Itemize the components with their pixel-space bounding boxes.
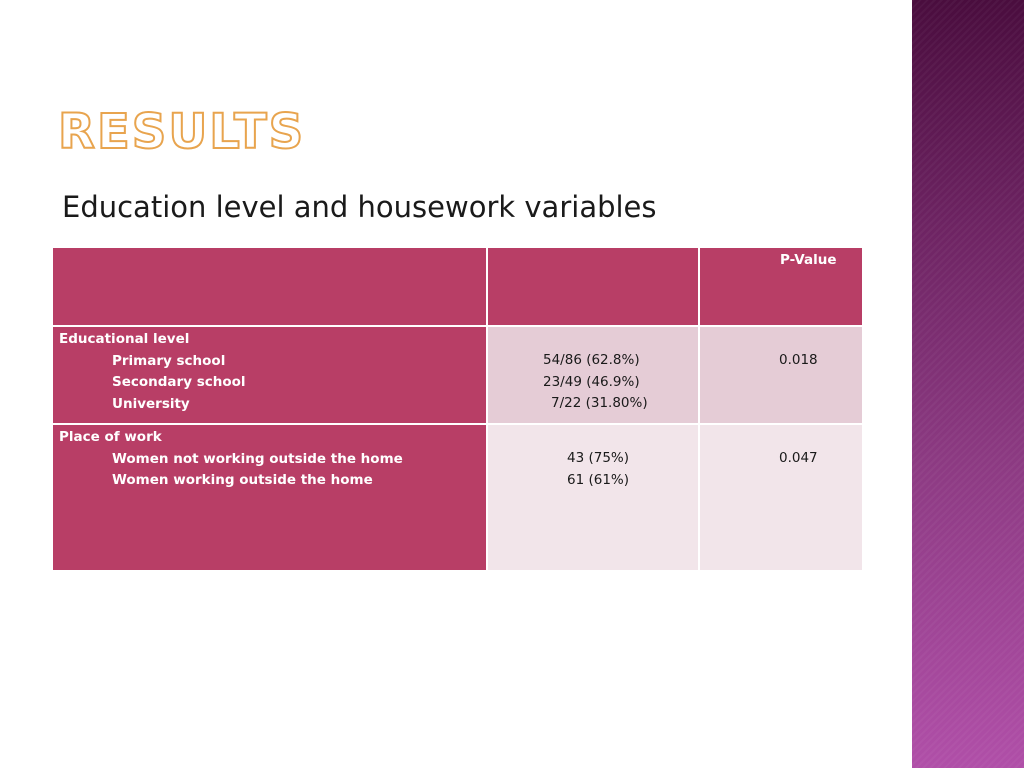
value-cell	[487, 326, 699, 424]
header-cell-p-value: P-Value	[699, 247, 863, 326]
p-value-cell	[699, 326, 863, 424]
p-value-text: 0.018	[779, 352, 818, 368]
variable-label-cell	[52, 424, 487, 571]
decorative-side-band	[912, 0, 1024, 768]
table-row	[52, 326, 863, 424]
results-table	[51, 246, 864, 572]
p-value-cell	[699, 424, 863, 571]
p-value-text: 0.047	[779, 450, 818, 466]
slide-subtitle: Education level and housework variables	[62, 190, 657, 224]
category-label: Women working outside the home	[112, 472, 373, 488]
value-text: 61 (61%)	[567, 471, 630, 488]
value-text: 43 (75%)	[567, 450, 630, 466]
table-row	[52, 424, 863, 571]
value-text: 23/49 (46.9%)	[543, 373, 640, 390]
value-cell	[487, 424, 699, 571]
value-text: 54/86 (62.8%)	[543, 352, 640, 368]
category-label: Primary school	[112, 352, 226, 369]
category-label: Women not working outside the home	[112, 450, 403, 467]
category-label: University	[112, 395, 190, 412]
slide-title: RESULTS	[58, 104, 306, 160]
group-label: Educational level	[59, 331, 190, 347]
category-label: Secondary school	[112, 374, 246, 390]
value-text: 7/22 (31.80%)	[551, 395, 648, 411]
variable-label-cell	[52, 326, 487, 424]
header-cell-variable	[52, 247, 487, 326]
table-header-row	[52, 247, 863, 326]
header-cell-value	[487, 247, 699, 326]
group-label: Place of work	[59, 429, 162, 445]
